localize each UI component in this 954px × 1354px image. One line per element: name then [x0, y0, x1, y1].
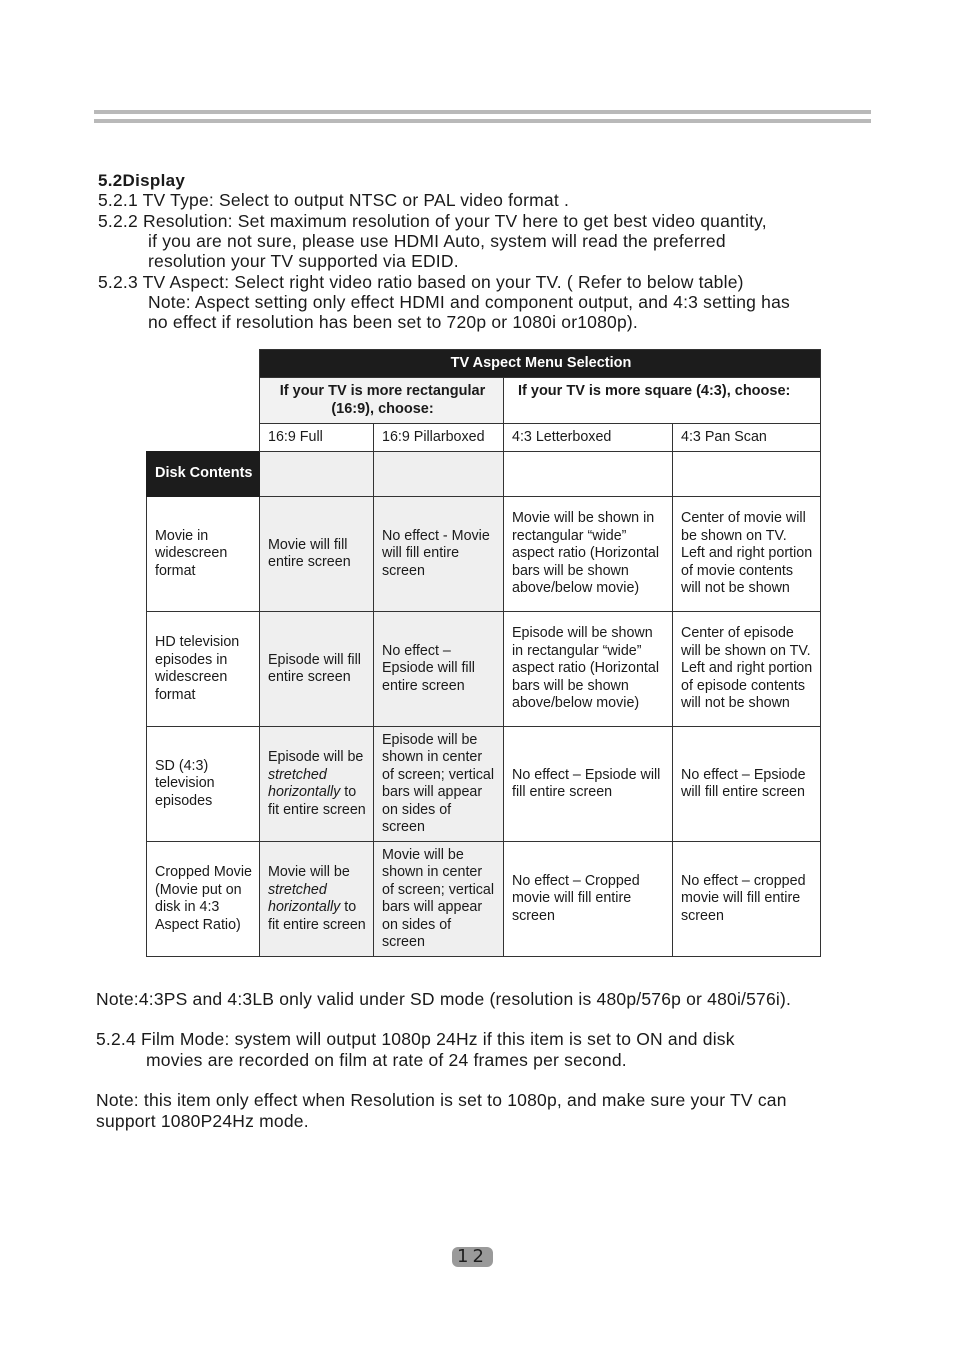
- column-header-pan-scan: 4:3 Pan Scan: [673, 424, 821, 452]
- cell-pan-scan: Center of episode will be shown on TV. Left and right portion of episode contents will not be shown: [673, 612, 821, 727]
- aspect-line-2: Note: Aspect setting only effect HDMI and component output, and 4:3 setting has: [148, 292, 790, 312]
- page-number: 12: [452, 1247, 493, 1267]
- cell-pan-scan: No effect – Epsiode will fill entire screen: [673, 727, 821, 842]
- group-wide-header: If your TV is more rectangular (16:9), choose:: [260, 378, 504, 424]
- mode-note: Note:4:3PS and 4:3LB only valid under SD mode (resolution is 480p/576p or 480i/576i).: [96, 989, 792, 1009]
- film-note-line-2: support 1080P24Hz mode.: [96, 1111, 309, 1131]
- resolution-line-3: resolution your TV supported via EDID.: [148, 251, 459, 271]
- cell-pillarboxed: Episode will be shown in center of screen; vertical bars will appear on sides of screen: [374, 727, 504, 842]
- row-label: SD (4:3) television episodes: [147, 727, 260, 842]
- film-mode-line-1: 5.2.4 Film Mode: system will output 1080p 24Hz if this item is set to ON and disk: [96, 1029, 735, 1049]
- disk-contents-header: [147, 452, 260, 497]
- table-row: [147, 612, 821, 727]
- film-mode-line-2: movies are recorded on film at rate of 24 frames per second.: [146, 1050, 627, 1070]
- column-header-pillarboxed: 16:9 Pillarboxed: [374, 424, 504, 452]
- header-rule-bottom: [94, 119, 871, 123]
- table-row: [147, 727, 821, 842]
- cell-full-text-end: to fit entire screen: [268, 784, 366, 818]
- cell-full: Episode will fill entire screen: [260, 612, 374, 727]
- row-label: Cropped Movie (Movie put on disk in 4:3 Aspect Ratio): [147, 842, 260, 957]
- resolution-line-2: if you are not sure, please use HDMI Auto, system will read the preferred: [148, 231, 726, 251]
- cell-letterboxed: No effect – Epsiode will fill entire screen: [504, 727, 673, 842]
- cell-pillarboxed: No effect - Movie will fill entire screen: [374, 497, 504, 612]
- cell-letterboxed: No effect – Cropped movie will fill entire screen: [504, 842, 673, 957]
- cell-full-text-end: to fit entire screen: [268, 899, 366, 933]
- aspect-line-3: no effect if resolution has been set to 720p or 1080i or1080p).: [148, 312, 638, 332]
- group-square-header: If your TV is more square (4:3), choose:: [504, 378, 821, 424]
- cell-letterboxed: Episode will be shown in rectangular “wide” aspect ratio (Horizontal bars will be shown above/below movie): [504, 612, 673, 727]
- section-title: 5.2Display: [98, 171, 186, 190]
- cell-pillarboxed: Movie will be shown in center of screen; vertical bars will appear on sides of screen: [374, 842, 504, 957]
- row-label: Movie in widescreen format: [147, 497, 260, 612]
- table-row: [147, 842, 821, 957]
- cell-full-emphasis: stretched horizontally: [268, 766, 341, 800]
- cell-full-text: Movie will be: [268, 864, 350, 880]
- film-note-line-1: Note: this item only effect when Resolution is set to 1080p, and make sure your TV can: [96, 1090, 787, 1110]
- cell-full: Movie will fill entire screen: [260, 497, 374, 612]
- column-header-letterboxed: 4:3 Letterboxed: [504, 424, 673, 452]
- table-title: TV Aspect Menu Selection: [260, 350, 821, 378]
- table-row: [147, 497, 821, 612]
- cell-full: [260, 727, 374, 842]
- cell-full: [260, 842, 374, 957]
- cell-pan-scan: Center of movie will be shown on TV. Left and right portion of movie contents will not be shown: [673, 497, 821, 612]
- aspect-line-1: 5.2.3 TV Aspect: Select right video ratio based on your TV. ( Refer to below table): [98, 272, 744, 292]
- row-label: HD television episodes in widescreen format: [147, 612, 260, 727]
- header-rule-top: [94, 110, 871, 114]
- tv-type-line: 5.2.1 TV Type: Select to output NTSC or PAL video format .: [98, 190, 570, 210]
- resolution-line-1: 5.2.2 Resolution: Set maximum resolution of your TV here to get best video quantity,: [98, 211, 767, 231]
- column-header-full: 16:9 Full: [260, 424, 374, 452]
- tv-aspect-table: [146, 349, 821, 957]
- cell-full-emphasis: stretched horizontally: [268, 881, 341, 915]
- cell-pan-scan: No effect – cropped movie will fill entire screen: [673, 842, 821, 957]
- disk-contents-label: Disk Contents: [155, 465, 253, 482]
- cell-pillarboxed: No effect – Epsiode will fill entire screen: [374, 612, 504, 727]
- cell-full-text: Episode will be: [268, 749, 364, 765]
- cell-letterboxed: Movie will be shown in rectangular “wide” aspect ratio (Horizontal bars will be shown above/below movie): [504, 497, 673, 612]
